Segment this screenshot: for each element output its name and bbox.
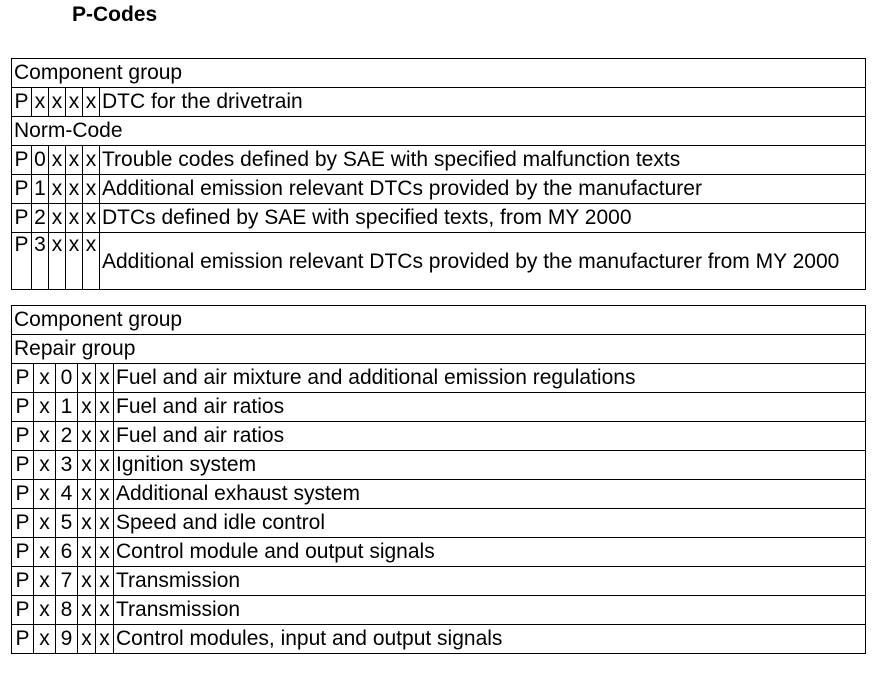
code-description: Ignition system: [114, 451, 866, 480]
code-char: P: [12, 393, 34, 422]
code-char: x: [34, 451, 56, 480]
code-description: Control module and output signals: [114, 538, 866, 567]
code-char: 6: [56, 538, 78, 567]
norm-code-table: [11, 58, 866, 290]
table-row: [12, 422, 866, 451]
code-char: x: [32, 88, 49, 117]
code-char: x: [34, 596, 56, 625]
code-char: 9: [56, 625, 78, 654]
code-char: x: [49, 88, 66, 117]
code-char: x: [96, 393, 114, 422]
code-char: x: [96, 567, 114, 596]
code-char: x: [49, 175, 66, 204]
table-row: [12, 233, 866, 290]
repair-group-table: [11, 305, 866, 654]
code-char: 2: [56, 422, 78, 451]
code-char: x: [34, 480, 56, 509]
code-char: x: [96, 451, 114, 480]
code-char: 3: [32, 233, 49, 290]
code-char: x: [96, 422, 114, 451]
code-char: x: [83, 88, 100, 117]
code-char: x: [34, 538, 56, 567]
code-char: 3: [56, 451, 78, 480]
code-char: P: [12, 596, 34, 625]
code-char: 8: [56, 596, 78, 625]
table-row: [12, 364, 866, 393]
code-char: x: [78, 364, 96, 393]
code-char: P: [12, 233, 32, 290]
code-char: x: [96, 538, 114, 567]
code-char: x: [34, 567, 56, 596]
code-char: x: [78, 451, 96, 480]
code-char: x: [66, 88, 83, 117]
code-char: x: [83, 233, 100, 290]
code-description: Additional exhaust system: [114, 480, 866, 509]
code-char: P: [12, 538, 34, 567]
table-row: [12, 538, 866, 567]
table-row: [12, 146, 866, 175]
code-description: Speed and idle control: [114, 509, 866, 538]
code-char: 0: [56, 364, 78, 393]
page-title: P-Codes: [72, 3, 158, 26]
code-description: Additional emission relevant DTCs provided by the manufacturer from MY 2000: [100, 233, 866, 290]
code-char: P: [12, 175, 32, 204]
drivetrain-row: [12, 88, 866, 117]
code-description: Fuel and air ratios: [114, 393, 866, 422]
code-description: DTCs defined by SAE with specified texts, from MY 2000: [100, 204, 866, 233]
code-description: Additional emission relevant DTCs provided by the manufacturer: [100, 175, 866, 204]
code-char: x: [34, 509, 56, 538]
code-description: Trouble codes defined by SAE with specified malfunction texts: [100, 146, 866, 175]
code-char: x: [34, 422, 56, 451]
norm-code-header: Norm-Code: [12, 117, 866, 146]
code-char: x: [96, 625, 114, 654]
code-char: x: [78, 480, 96, 509]
code-char: x: [49, 204, 66, 233]
code-char: x: [78, 393, 96, 422]
code-char: x: [96, 364, 114, 393]
code-description: Fuel and air mixture and additional emission regulations: [114, 364, 866, 393]
code-char: x: [96, 509, 114, 538]
code-char: x: [66, 146, 83, 175]
code-description: Fuel and air ratios: [114, 422, 866, 451]
code-description: Control modules, input and output signals: [114, 625, 866, 654]
code-char: P: [12, 88, 32, 117]
code-char: 1: [56, 393, 78, 422]
code-char: x: [83, 204, 100, 233]
code-char: x: [78, 422, 96, 451]
table-row: [12, 567, 866, 596]
code-char: x: [83, 175, 100, 204]
table-row: [12, 596, 866, 625]
code-char: P: [12, 480, 34, 509]
code-char: 0: [32, 146, 49, 175]
code-description: DTC for the drivetrain: [100, 88, 866, 117]
code-char: x: [49, 233, 66, 290]
pcodes-table-section-2: [11, 305, 866, 654]
table-row: [12, 509, 866, 538]
table-row: [12, 175, 866, 204]
pcodes-table-section-1: [11, 58, 866, 290]
code-char: x: [34, 364, 56, 393]
code-char: 5: [56, 509, 78, 538]
code-char: P: [12, 204, 32, 233]
code-char: x: [78, 538, 96, 567]
code-char: x: [78, 567, 96, 596]
code-char: x: [66, 233, 83, 290]
code-char: x: [66, 204, 83, 233]
code-char: x: [96, 480, 114, 509]
code-char: 1: [32, 175, 49, 204]
code-char: x: [78, 625, 96, 654]
code-char: x: [78, 509, 96, 538]
code-char: 7: [56, 567, 78, 596]
code-char: P: [12, 146, 32, 175]
code-char: P: [12, 509, 34, 538]
code-description: Transmission: [114, 596, 866, 625]
code-char: x: [96, 596, 114, 625]
code-char: x: [78, 596, 96, 625]
code-char: x: [49, 146, 66, 175]
code-char: P: [12, 451, 34, 480]
repair-group-header: Repair group: [12, 335, 866, 364]
table-row: [12, 393, 866, 422]
code-char: P: [12, 364, 34, 393]
component-group-header: Component group: [12, 306, 866, 335]
code-char: P: [12, 625, 34, 654]
code-char: 4: [56, 480, 78, 509]
code-char: 2: [32, 204, 49, 233]
code-char: x: [66, 175, 83, 204]
table-row: [12, 451, 866, 480]
code-char: P: [12, 422, 34, 451]
code-char: x: [34, 625, 56, 654]
table-row: [12, 625, 866, 654]
code-description: Transmission: [114, 567, 866, 596]
code-char: x: [83, 146, 100, 175]
table-row: [12, 480, 866, 509]
code-char: x: [34, 393, 56, 422]
code-char: P: [12, 567, 34, 596]
table-row: [12, 204, 866, 233]
component-group-header: Component group: [12, 59, 866, 88]
